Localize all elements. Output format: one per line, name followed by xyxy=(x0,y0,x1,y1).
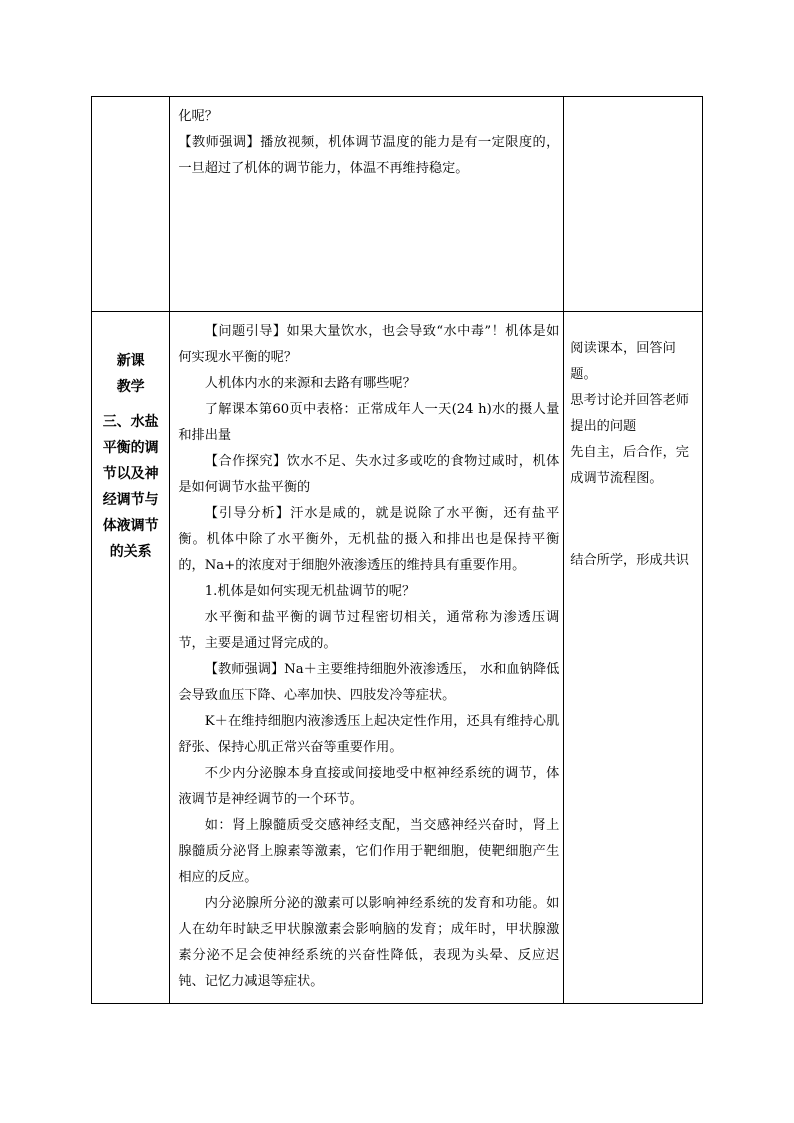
paragraph: 【引导分析】汗水是咸的，就是说除了水平衡，还有盐平衡。机体中除了水平衡外，无机盐的摄入和排出也是保持平衡的，Na+的浓度对于细胞外液渗透压的维持具有重要作用。 xyxy=(178,506,560,573)
paragraph: 1.机体是如何实现无机盐调节的呢？ xyxy=(204,584,416,599)
paragraph: 如：肾上腺髓质受交感神经支配，当交感神经兴奋时，肾上腺髓质分泌肾上腺素等激素，它们作用于靶细胞，使靶细胞产生相应的反应。 xyxy=(178,818,560,885)
activity-text: 结合所学，形成共识 xyxy=(570,553,689,568)
section-cell xyxy=(92,97,170,312)
section-cell xyxy=(92,312,170,1004)
paragraph: 化呢？ xyxy=(178,109,218,124)
section-label: 教学 xyxy=(116,379,145,395)
section-label: 新课 xyxy=(116,353,145,369)
activity-text: 阅读课本，回答问题。 xyxy=(570,341,676,382)
paragraph: 内分泌腺所分泌的激素可以影响神经系统的发育和功能。如人在幼年时缺乏甲状腺激素会影响脑的发育；成年时，甲状腺激素分泌不足会使神经系统的兴奋性降低，表现为头晕、反应迟钝、记忆力减退等症状。 xyxy=(178,896,560,989)
activity-text: 思考讨论并回答老师提出的问题 xyxy=(570,393,689,434)
paragraph: 人机体内水的来源和去路有哪些呢？ xyxy=(204,376,416,391)
paragraph: 【教师强调】Na＋主要维持细胞外液渗透压， 水和血钠降低会导致血压下降、心率加快、四肢发冷等症状。 xyxy=(178,662,560,703)
paragraph: 不少内分泌腺本身直接或间接地受中枢神经系统的调节，体液调节是神经调节的一个环节。 xyxy=(178,766,560,807)
section-title-line: 体液调节 xyxy=(102,518,159,534)
lesson-plan-table xyxy=(91,96,703,1004)
paragraph: 【教师强调】播放视频，机体调节温度的能力是有一定限度的，一旦超过了机体的调节能力，体温不再维持稳定。 xyxy=(178,135,560,176)
section-title-line: 的关系 xyxy=(109,544,152,560)
student-activity-cell xyxy=(564,97,703,312)
section-title-line: 经调节与 xyxy=(102,492,159,508)
table-row xyxy=(92,312,703,1004)
teacher-activity-cell xyxy=(170,97,564,312)
paragraph: 【合作探究】饮水不足、失水过多或吃的食物过咸时，机体是如何调节水盐平衡的 xyxy=(178,454,560,495)
section-title-line: 三、水盐 xyxy=(102,414,159,430)
table-row xyxy=(92,97,703,312)
paragraph: 【问题引导】如果大量饮水，也会导致“水中毒”！机体是如何实现水平衡的呢？ xyxy=(178,324,560,365)
paragraph: 了解课本第60页中表格：正常成年人一天(24 h)水的摄人量和排出量 xyxy=(178,402,560,443)
student-activity-cell xyxy=(564,312,703,1004)
paragraph: K＋在维持细胞内液渗透压上起决定性作用，还具有维持心肌舒张、保持心肌正常兴奋等重要作用。 xyxy=(178,714,560,755)
section-title-line: 平衡的调 xyxy=(102,440,159,456)
teacher-activity-cell xyxy=(170,312,564,1004)
section-title-line: 节以及神 xyxy=(102,466,159,482)
paragraph: 水平衡和盐平衡的调节过程密切相关，通常称为渗透压调节，主要是通过肾完成的。 xyxy=(178,610,560,651)
activity-text: 先自主，后合作，完成调节流程图。 xyxy=(570,445,689,486)
